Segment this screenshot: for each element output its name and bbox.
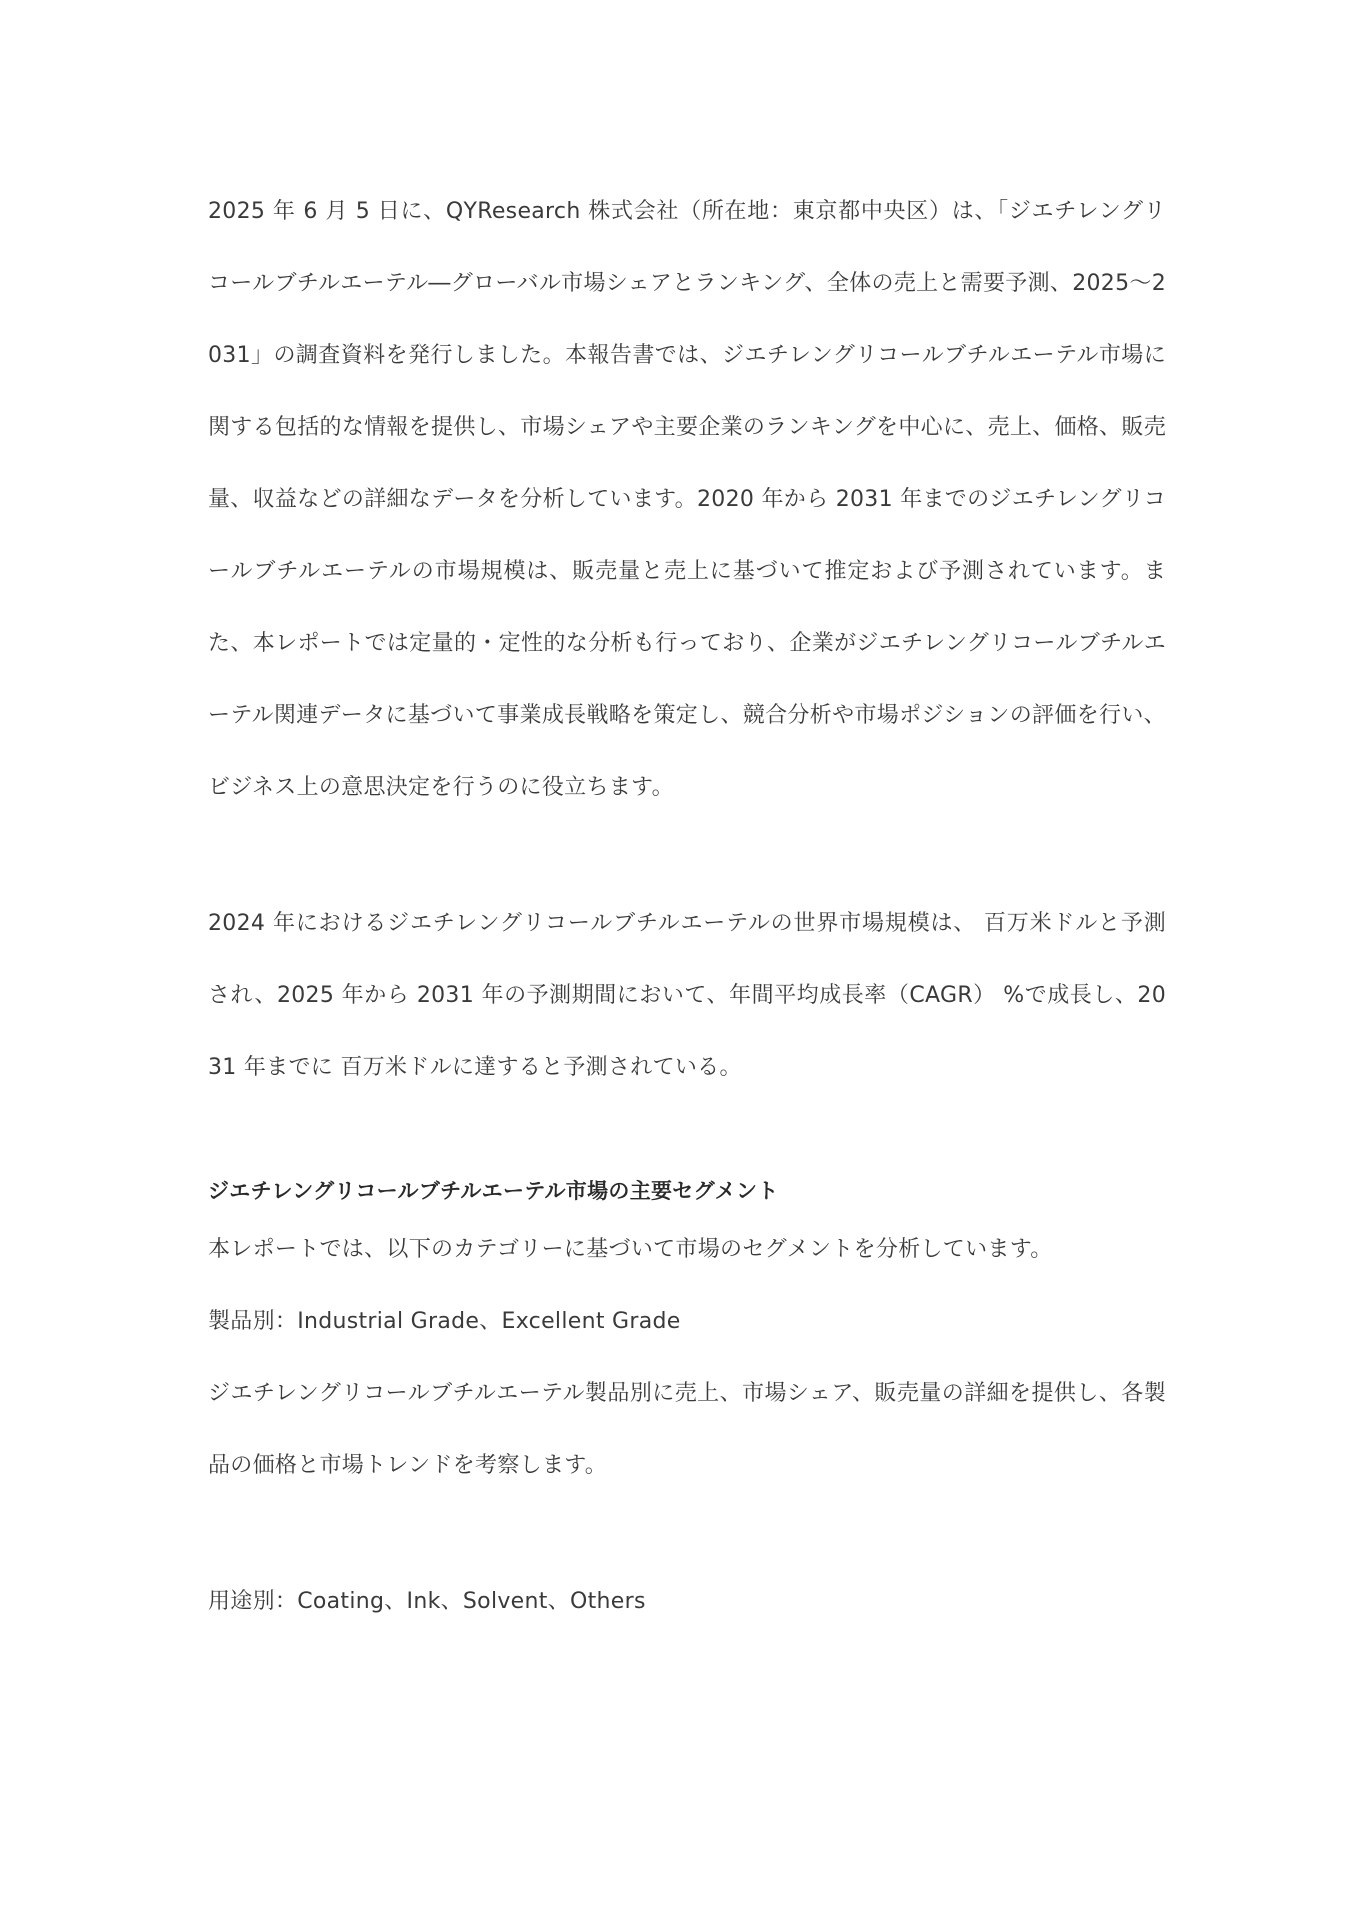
segments-intro: 本レポートでは、以下のカテゴリーに基づいて市場のセグメントを分析しています。	[208, 1237, 1053, 1262]
document-body	[208, 176, 1166, 1638]
market-size-paragraph: 2024 年におけるジエチレングリコールブチルエーテルの世界市場規模は、 百万米ドルと予測され、2025 年から 2031 年の予測期間において、年間平均成長率（CAGR） %で成長し、2031 年までに 百万米ドルに達すると予測されている。	[208, 911, 1166, 1080]
intro-paragraph: 2025 年 6 月 5 日に、QYResearch 株式会社（所在地：東京都中央区）は、「ジエチレングリコールブチルエーテル―グローバル市場シェアとランキング、全体の売上と需要予測、2025～2031」の調査資料を発行しました。本報告書では、ジエチレングリコールブチルエーテル市場に関する包括的な情報を提供し、市場シェアや主要企業のランキングを中心に、売上、価格、販売量、収益などの詳細なデータを分析しています。2020 年から 2031 年までのジエチレングリコールブチルエーテルの市場規模は、販売量と売上に基づいて推定および予測されています。また、本レポートでは定量的・定性的な分析も行っており、企業がジエチレングリコールブチルエーテル関連データに基づいて事業成長戦略を策定し、競合分析や市場ポジションの評価を行い、ビジネス上の意思決定を行うのに役立ちます。	[208, 199, 1166, 800]
segment-by-application: 用途別：Coating、Ink、Solvent、Others	[208, 1589, 646, 1614]
spacer	[208, 824, 1166, 888]
segments-heading: ジエチレングリコールブチルエーテル市場の主要セグメント	[208, 1179, 779, 1203]
spacer	[208, 1502, 1166, 1566]
segment-by-product: 製品別：Industrial Grade、Excellent Grade	[208, 1309, 681, 1334]
spacer	[208, 1104, 1166, 1168]
product-description: ジエチレングリコールブチルエーテル製品別に売上、市場シェア、販売量の詳細を提供し、各製品の価格と市場トレンドを考察します。	[208, 1381, 1166, 1478]
